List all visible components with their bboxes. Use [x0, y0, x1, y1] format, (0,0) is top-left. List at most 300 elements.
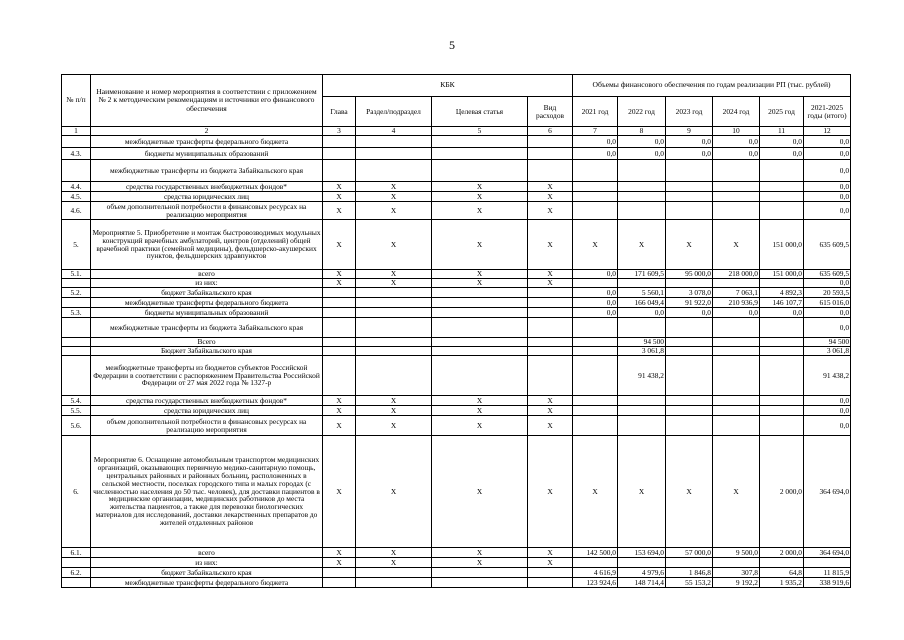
value-2025	[760, 396, 804, 406]
table-row	[62, 202, 851, 220]
value-2021: 0,0	[573, 136, 618, 148]
kbk-vid	[528, 148, 573, 160]
col-number: 7	[573, 127, 618, 136]
value-2023	[666, 347, 713, 356]
header-funding: Объемы финансового обеспечения по годам реализации РП (тыс. рублей)	[573, 75, 851, 97]
row-name: всего	[91, 548, 323, 558]
kbk-celevaya	[432, 347, 528, 356]
kbk-glava: X	[323, 406, 356, 416]
kbk-celevaya: X	[432, 396, 528, 406]
kbk-vid: X	[528, 396, 573, 406]
value-2021	[573, 558, 618, 568]
value-2024: 0,0	[713, 136, 760, 148]
kbk-vid	[528, 318, 573, 338]
row-name: Мероприятие 6. Оснащение автомобильным транспортом медицинских организаций, оказывающих первичную медико-санитарную помощь, центральных районных и районных больниц, расположенных в сельской местности, поселках городского типа и малых городах (с численностью населения до 50 тыс. человек), для доставки пациентов в медицинские организации, медицинских работников до места жительства пациентов, а также для перевозки биологических материалов для исследований, доставки лекарственных препаратов до жителей отдаленных районов	[91, 436, 323, 548]
row-number	[62, 558, 91, 568]
kbk-celevaya	[432, 136, 528, 148]
value-2025: 2 000,0	[760, 436, 804, 548]
row-name: бюджет Забайкальского края	[91, 568, 323, 578]
table-row	[62, 356, 851, 396]
kbk-glava	[323, 288, 356, 298]
value-2022	[618, 160, 666, 182]
value-2024: 218 000,0	[713, 270, 760, 279]
kbk-celevaya: X	[432, 270, 528, 279]
value-2021: 123 924,6	[573, 578, 618, 588]
kbk-vid	[528, 308, 573, 318]
value-2023: 95 000,0	[666, 270, 713, 279]
value-total: 0,0	[804, 202, 851, 220]
table-row	[62, 548, 851, 558]
value-2021	[573, 192, 618, 202]
table-row	[62, 160, 851, 182]
value-2024	[713, 279, 760, 288]
value-total: 615 016,0	[804, 298, 851, 308]
col-number: 8	[618, 127, 666, 136]
header-glava: Глава	[323, 97, 356, 127]
value-2023: 1 846,8	[666, 568, 713, 578]
value-2022: 166 049,4	[618, 298, 666, 308]
financing-table	[61, 74, 851, 588]
header-razdel: Раздел/подраздел	[356, 97, 432, 127]
row-number: 5.6.	[62, 416, 91, 436]
value-2022	[618, 558, 666, 568]
kbk-razdel: X	[356, 202, 432, 220]
table-row	[62, 558, 851, 568]
kbk-vid	[528, 136, 573, 148]
kbk-glava: X	[323, 558, 356, 568]
value-2023: 0,0	[666, 148, 713, 160]
kbk-vid	[528, 578, 573, 588]
value-2023	[666, 356, 713, 396]
value-2024	[713, 202, 760, 220]
row-name: межбюджетные трансферты из бюджета Забайкальского края	[91, 318, 323, 338]
value-2024	[713, 347, 760, 356]
kbk-glava: X	[323, 548, 356, 558]
kbk-glava: X	[323, 279, 356, 288]
value-2025	[760, 356, 804, 396]
value-total: 0,0	[804, 308, 851, 318]
value-2023	[666, 338, 713, 347]
value-2024: 7 063,1	[713, 288, 760, 298]
kbk-razdel: X	[356, 406, 432, 416]
row-number: 6.2.	[62, 568, 91, 578]
header-2025: 2025 год	[760, 97, 804, 127]
value-2024	[713, 318, 760, 338]
value-2021: 0,0	[573, 270, 618, 279]
kbk-vid: X	[528, 182, 573, 192]
col-number: 3	[323, 127, 356, 136]
kbk-vid	[528, 356, 573, 396]
table-row	[62, 136, 851, 148]
value-2021: X	[573, 436, 618, 548]
value-2021	[573, 356, 618, 396]
header-2023: 2023 год	[666, 97, 713, 127]
value-2025	[760, 202, 804, 220]
table-body	[62, 136, 851, 588]
value-2021	[573, 182, 618, 192]
value-total: 635 609,5	[804, 270, 851, 279]
kbk-celevaya: X	[432, 558, 528, 568]
value-total: 635 609,5	[804, 220, 851, 270]
col-number: 5	[432, 127, 528, 136]
kbk-razdel	[356, 347, 432, 356]
kbk-razdel	[356, 356, 432, 396]
table-row	[62, 182, 851, 192]
kbk-celevaya	[432, 160, 528, 182]
row-name: объем дополнительной потребности в финансовых ресурсах на реализацию мероприятия	[91, 202, 323, 220]
row-number	[62, 338, 91, 347]
value-2023	[666, 279, 713, 288]
row-name: межбюджетные трансферты федерального бюджета	[91, 578, 323, 588]
value-2023	[666, 202, 713, 220]
kbk-celevaya	[432, 578, 528, 588]
row-name: Всего	[91, 338, 323, 347]
value-total: 0,0	[804, 279, 851, 288]
kbk-glava	[323, 298, 356, 308]
value-total: 0,0	[804, 160, 851, 182]
row-number: 6.1.	[62, 548, 91, 558]
header-celevaya: Целевая статья	[432, 97, 528, 127]
value-2023	[666, 182, 713, 192]
kbk-vid: X	[528, 558, 573, 568]
kbk-celevaya	[432, 568, 528, 578]
kbk-razdel	[356, 288, 432, 298]
value-2024	[713, 192, 760, 202]
kbk-glava	[323, 136, 356, 148]
value-2022: 0,0	[618, 148, 666, 160]
kbk-glava: X	[323, 182, 356, 192]
value-2023: X	[666, 220, 713, 270]
table-row	[62, 288, 851, 298]
value-2022	[618, 396, 666, 406]
row-name: средства юридических лиц	[91, 192, 323, 202]
row-number	[62, 318, 91, 338]
value-total: 364 694,0	[804, 548, 851, 558]
value-2022: 5 560,1	[618, 288, 666, 298]
table-row	[62, 148, 851, 160]
kbk-razdel: X	[356, 279, 432, 288]
kbk-glava: X	[323, 396, 356, 406]
value-2024	[713, 338, 760, 347]
value-2022: X	[618, 436, 666, 548]
value-2025	[760, 279, 804, 288]
row-number	[62, 136, 91, 148]
kbk-vid: X	[528, 416, 573, 436]
table-row	[62, 298, 851, 308]
value-2022: 171 609,5	[618, 270, 666, 279]
table-row	[62, 416, 851, 436]
value-2024	[713, 396, 760, 406]
value-total: 0,0	[804, 182, 851, 192]
kbk-glava	[323, 568, 356, 578]
value-total: 0,0	[804, 318, 851, 338]
table-row	[62, 338, 851, 347]
value-2025	[760, 406, 804, 416]
value-2021	[573, 318, 618, 338]
kbk-glava	[323, 160, 356, 182]
table-row	[62, 308, 851, 318]
kbk-razdel: X	[356, 270, 432, 279]
kbk-glava: X	[323, 202, 356, 220]
col-number: 1	[62, 127, 91, 136]
value-2021	[573, 347, 618, 356]
kbk-vid: X	[528, 548, 573, 558]
value-2023	[666, 558, 713, 568]
row-name: всего	[91, 270, 323, 279]
kbk-vid	[528, 160, 573, 182]
row-name: межбюджетные трансферты из бюджета Забайкальского края	[91, 160, 323, 182]
row-number: 6.	[62, 436, 91, 548]
row-name: межбюджетные трансферты федерального бюджета	[91, 136, 323, 148]
value-2023	[666, 416, 713, 436]
kbk-celevaya: X	[432, 406, 528, 416]
kbk-celevaya	[432, 356, 528, 396]
kbk-razdel	[356, 338, 432, 347]
value-2023	[666, 406, 713, 416]
kbk-vid	[528, 347, 573, 356]
value-2022: X	[618, 220, 666, 270]
row-name: из них:	[91, 279, 323, 288]
value-2025	[760, 192, 804, 202]
value-2025: 151 000,0	[760, 270, 804, 279]
kbk-razdel	[356, 136, 432, 148]
value-2024: 0,0	[713, 148, 760, 160]
col-number: 10	[713, 127, 760, 136]
row-number: 4.4.	[62, 182, 91, 192]
value-2021: X	[573, 220, 618, 270]
value-2025: 64,8	[760, 568, 804, 578]
value-2021: 142 500,0	[573, 548, 618, 558]
value-2022: 0,0	[618, 308, 666, 318]
value-2021: 0,0	[573, 308, 618, 318]
value-2022: 148 714,4	[618, 578, 666, 588]
kbk-celevaya	[432, 308, 528, 318]
table-row	[62, 436, 851, 548]
value-2021	[573, 202, 618, 220]
header-total: 2021-2025 годы (итого)	[804, 97, 851, 127]
value-total: 0,0	[804, 148, 851, 160]
row-number: 5.5.	[62, 406, 91, 416]
kbk-vid: X	[528, 192, 573, 202]
value-2023	[666, 396, 713, 406]
kbk-glava: X	[323, 220, 356, 270]
kbk-razdel	[356, 160, 432, 182]
value-total: 364 694,0	[804, 436, 851, 548]
value-total: 3 061,8	[804, 347, 851, 356]
kbk-celevaya	[432, 338, 528, 347]
value-2024	[713, 416, 760, 436]
kbk-celevaya	[432, 298, 528, 308]
table-row	[62, 568, 851, 578]
kbk-razdel: X	[356, 558, 432, 568]
value-2024: 9 192,2	[713, 578, 760, 588]
value-2021	[573, 160, 618, 182]
kbk-glava: X	[323, 192, 356, 202]
row-number	[62, 160, 91, 182]
kbk-celevaya	[432, 288, 528, 298]
row-number: 5.4.	[62, 396, 91, 406]
row-number: 5.1.	[62, 270, 91, 279]
value-total	[804, 558, 851, 568]
value-total: 0,0	[804, 192, 851, 202]
value-2023	[666, 318, 713, 338]
kbk-razdel	[356, 578, 432, 588]
value-2024	[713, 356, 760, 396]
row-name: бюджеты муниципальных образований	[91, 148, 323, 160]
table-row	[62, 192, 851, 202]
row-name: межбюджетные трансферты из бюджетов субъектов Российской Федерации в соответствии с распоряжением Правительства Российской Федерации от 27 мая 2022 года № 1327-р	[91, 356, 323, 396]
kbk-vid: X	[528, 202, 573, 220]
kbk-razdel: X	[356, 548, 432, 558]
value-2024: 210 936,9	[713, 298, 760, 308]
row-number: 5.3.	[62, 308, 91, 318]
row-name: средства государственных внебюджетных фондов*	[91, 396, 323, 406]
value-2025: 151 000,0	[760, 220, 804, 270]
value-2021	[573, 396, 618, 406]
kbk-glava	[323, 347, 356, 356]
value-total: 0,0	[804, 406, 851, 416]
value-2025	[760, 347, 804, 356]
value-2022	[618, 318, 666, 338]
kbk-razdel: X	[356, 220, 432, 270]
value-2023: 0,0	[666, 308, 713, 318]
header-2022: 2022 год	[618, 97, 666, 127]
kbk-glava	[323, 148, 356, 160]
row-number: 5.2.	[62, 288, 91, 298]
row-number: 4.5.	[62, 192, 91, 202]
table-row	[62, 279, 851, 288]
value-2022: 0,0	[618, 136, 666, 148]
table-row	[62, 270, 851, 279]
value-2025	[760, 416, 804, 436]
value-2025: 0,0	[760, 308, 804, 318]
value-2024	[713, 160, 760, 182]
value-2022: 91 438,2	[618, 356, 666, 396]
header-vid: Вид расходов	[528, 97, 573, 127]
value-2024: 9 500,0	[713, 548, 760, 558]
kbk-celevaya	[432, 148, 528, 160]
value-2025	[760, 338, 804, 347]
col-number: 12	[804, 127, 851, 136]
col-number: 11	[760, 127, 804, 136]
kbk-vid	[528, 298, 573, 308]
row-name: из них:	[91, 558, 323, 568]
value-2022: 153 694,0	[618, 548, 666, 558]
table-row	[62, 396, 851, 406]
value-2023: 91 922,0	[666, 298, 713, 308]
value-total: 0,0	[804, 396, 851, 406]
kbk-celevaya: X	[432, 182, 528, 192]
row-name: бюджет Забайкальского края	[91, 288, 323, 298]
value-total: 20 593,5	[804, 288, 851, 298]
value-2024: X	[713, 436, 760, 548]
value-2023: 0,0	[666, 136, 713, 148]
row-number: 5.	[62, 220, 91, 270]
value-2021	[573, 279, 618, 288]
kbk-glava: X	[323, 436, 356, 548]
value-2022: 4 979,6	[618, 568, 666, 578]
value-total: 91 438,2	[804, 356, 851, 396]
header-2024: 2024 год	[713, 97, 760, 127]
value-2024	[713, 182, 760, 192]
value-2025	[760, 318, 804, 338]
kbk-glava	[323, 308, 356, 318]
kbk-razdel: X	[356, 192, 432, 202]
page-number: 5	[449, 38, 455, 52]
kbk-vid	[528, 568, 573, 578]
kbk-celevaya: X	[432, 436, 528, 548]
row-number	[62, 356, 91, 396]
col-number: 2	[91, 127, 323, 136]
header-num: № п/п	[62, 75, 91, 127]
table-row	[62, 406, 851, 416]
kbk-celevaya: X	[432, 220, 528, 270]
value-2021: 0,0	[573, 288, 618, 298]
kbk-razdel: X	[356, 416, 432, 436]
value-2024	[713, 558, 760, 568]
row-name: объем дополнительной потребности в финансовых ресурсах на реализацию мероприятия	[91, 416, 323, 436]
value-2025	[760, 160, 804, 182]
value-2025: 1 935,2	[760, 578, 804, 588]
kbk-razdel	[356, 308, 432, 318]
value-2022	[618, 182, 666, 192]
value-2023: 3 078,0	[666, 288, 713, 298]
kbk-celevaya: X	[432, 192, 528, 202]
value-2023: 57 000,0	[666, 548, 713, 558]
kbk-razdel: X	[356, 436, 432, 548]
kbk-razdel	[356, 318, 432, 338]
kbk-glava	[323, 578, 356, 588]
kbk-glava	[323, 338, 356, 347]
kbk-celevaya: X	[432, 202, 528, 220]
kbk-glava	[323, 356, 356, 396]
value-total: 94 500	[804, 338, 851, 347]
row-number	[62, 279, 91, 288]
row-name: бюджеты муниципальных образований	[91, 308, 323, 318]
value-2022	[618, 279, 666, 288]
kbk-razdel	[356, 148, 432, 160]
kbk-celevaya	[432, 318, 528, 338]
value-2025: 0,0	[760, 136, 804, 148]
kbk-glava	[323, 318, 356, 338]
kbk-razdel: X	[356, 396, 432, 406]
col-number: 6	[528, 127, 573, 136]
table-row	[62, 318, 851, 338]
kbk-vid	[528, 338, 573, 347]
value-2023: X	[666, 436, 713, 548]
table-row	[62, 220, 851, 270]
column-number-row	[62, 127, 851, 136]
value-2025: 2 000,0	[760, 548, 804, 558]
value-2025	[760, 558, 804, 568]
value-total: 0,0	[804, 136, 851, 148]
value-total: 0,0	[804, 416, 851, 436]
table-row	[62, 578, 851, 588]
value-2023	[666, 160, 713, 182]
kbk-vid	[528, 288, 573, 298]
value-2024	[713, 406, 760, 416]
header-kbk: КБК	[323, 75, 573, 97]
value-2024: 307,8	[713, 568, 760, 578]
value-2024: X	[713, 220, 760, 270]
kbk-vid: X	[528, 220, 573, 270]
row-number: 4.6.	[62, 202, 91, 220]
value-2025: 146 107,7	[760, 298, 804, 308]
row-name: средства юридических лиц	[91, 406, 323, 416]
value-2025: 4 892,3	[760, 288, 804, 298]
value-2025: 0,0	[760, 148, 804, 160]
value-2022: 3 061,8	[618, 347, 666, 356]
